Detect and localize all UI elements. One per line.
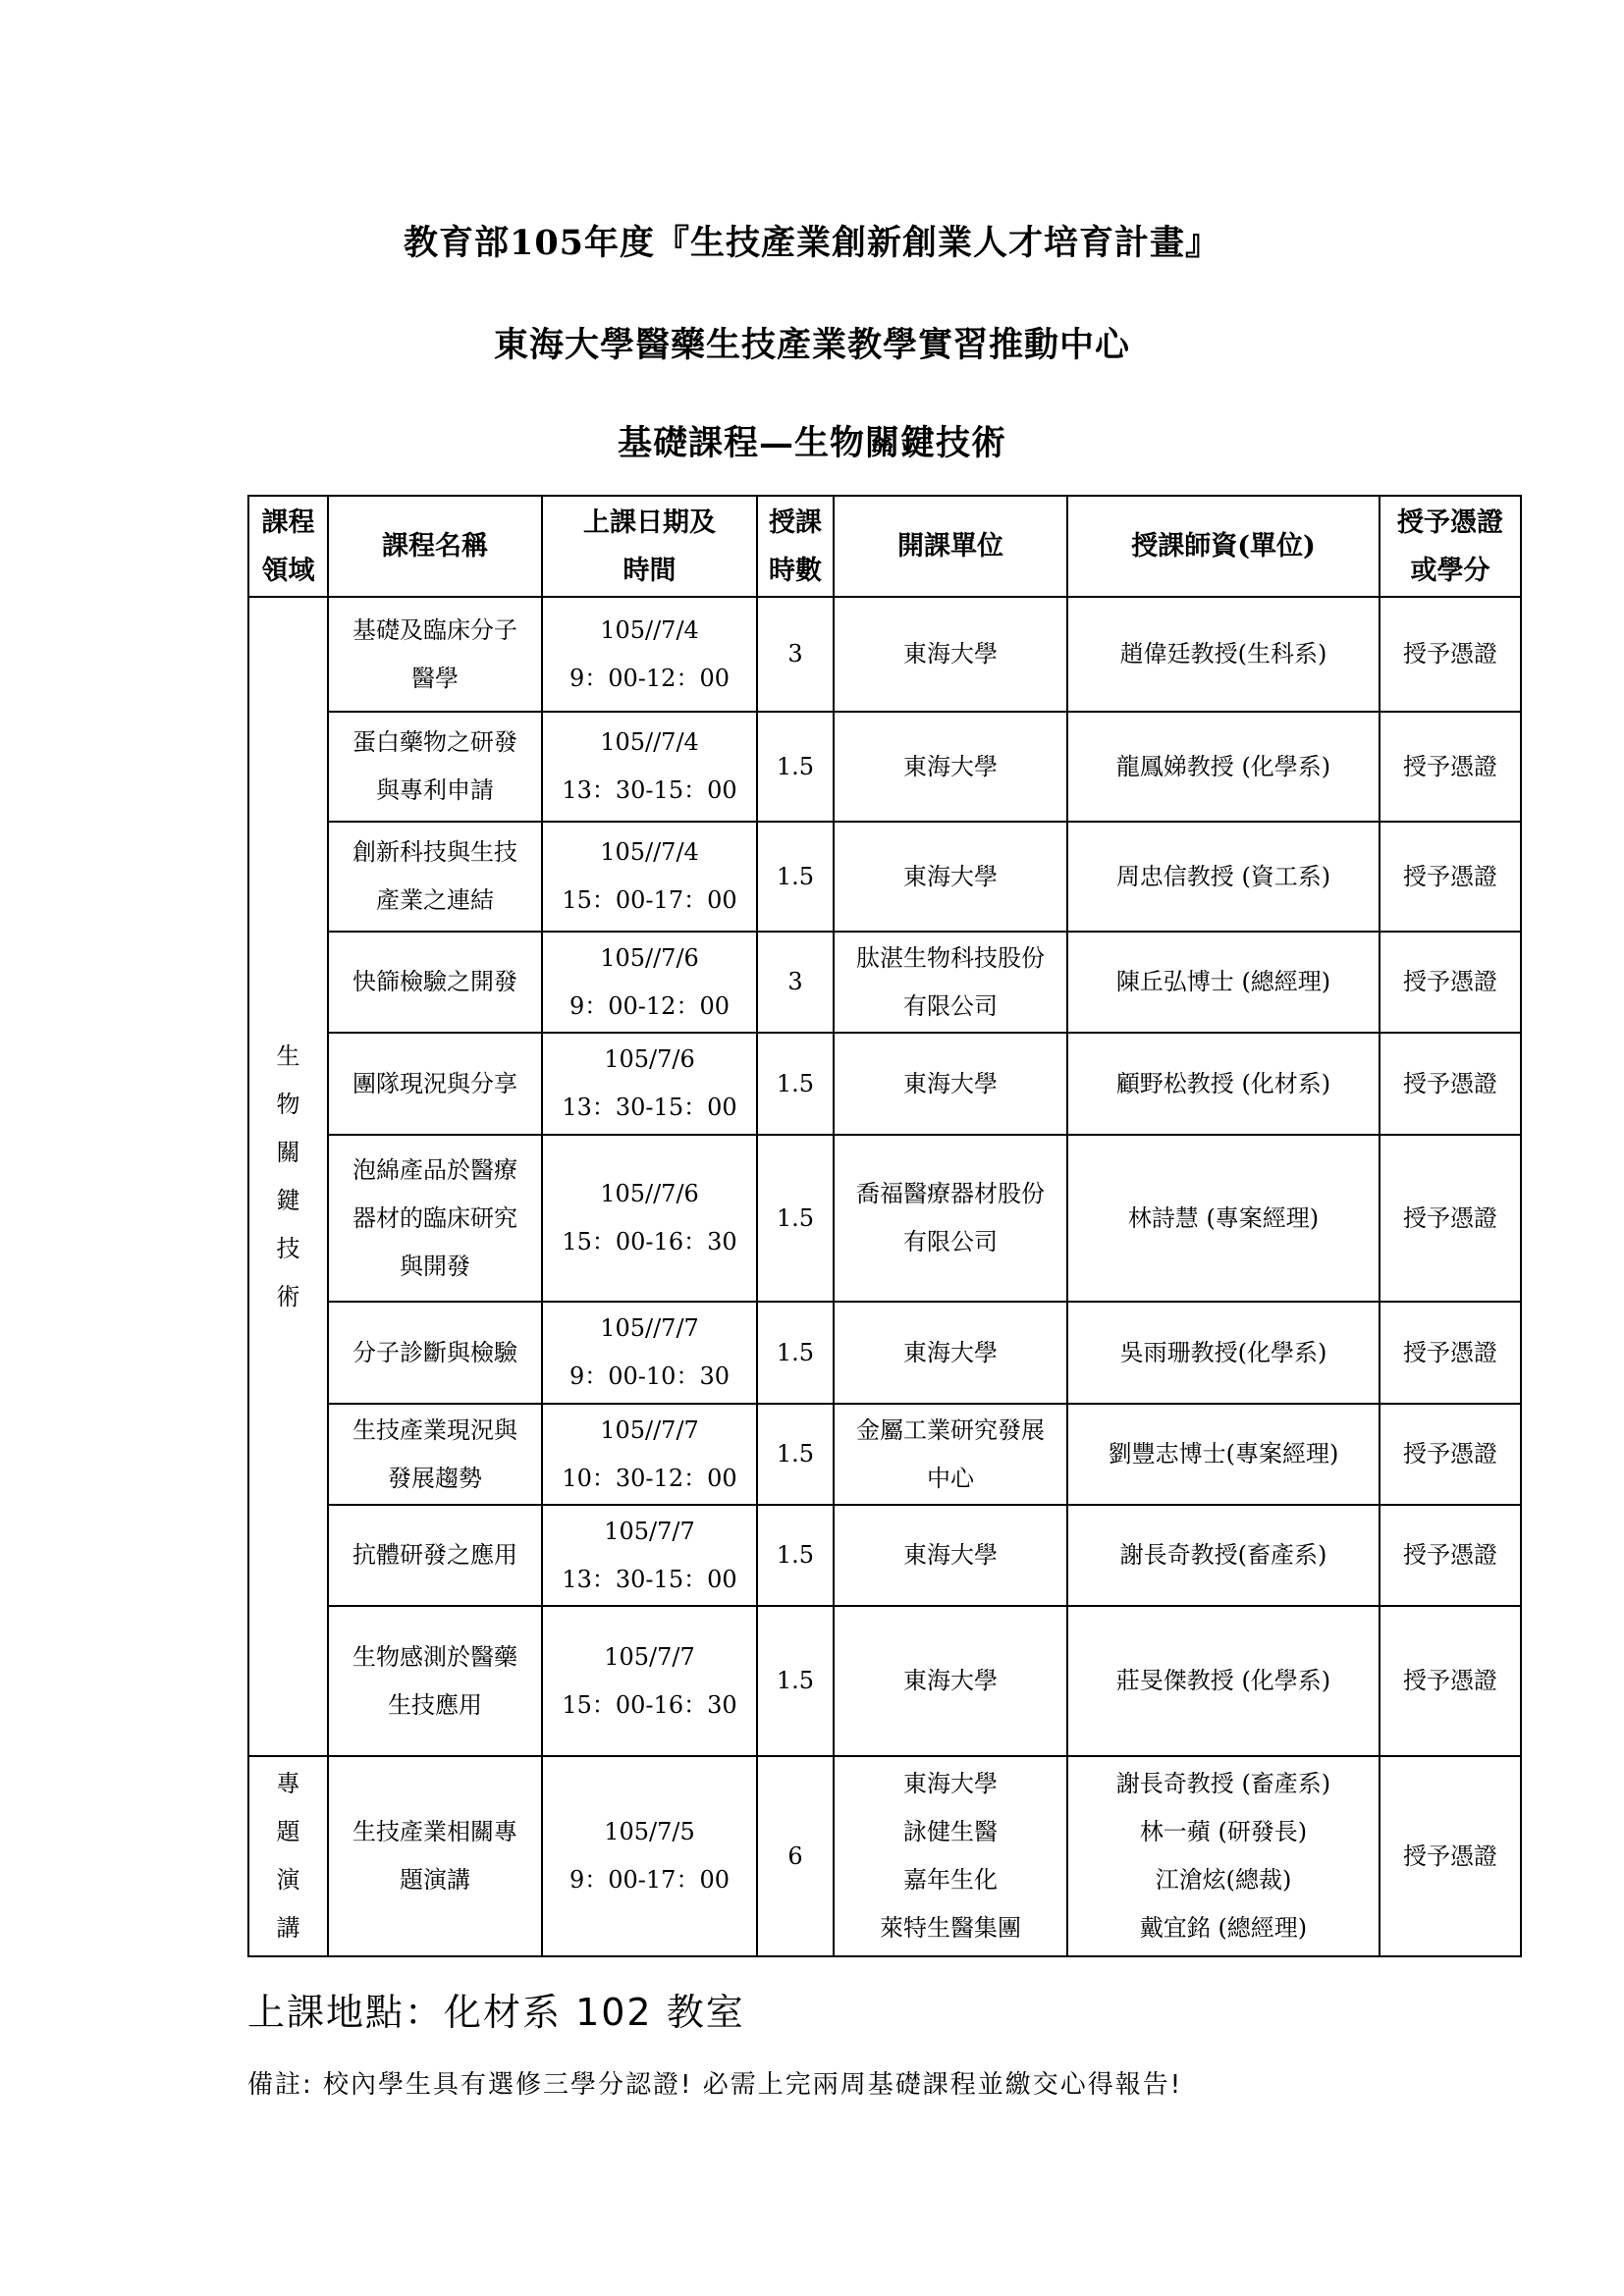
- course-teacher-cell: [1067, 712, 1380, 822]
- course-area-line: 講: [276, 1914, 300, 1942]
- course-credit-cell: 授予憑證: [1380, 1302, 1521, 1404]
- header-course-name: 課程名稱: [328, 496, 542, 597]
- course-date-line: 10：30-12：00: [562, 1464, 737, 1492]
- course-date-cell: [542, 1135, 757, 1302]
- course-unit-line: 東海大學: [903, 1069, 998, 1097]
- header-date: [542, 496, 757, 597]
- course-name-line: 分子診斷與檢驗: [352, 1338, 517, 1366]
- course-date-line: 105//7/4: [600, 838, 699, 866]
- course-teacher-line: 林一蘋 (研發長): [1139, 1818, 1308, 1845]
- course-unit-cell: [834, 597, 1067, 712]
- course-teacher-line: 顧野松教授 (化材系): [1115, 1069, 1331, 1097]
- course-unit-line: 金屬工業研究發展: [856, 1415, 1045, 1444]
- course-hours-cell: 1.5: [757, 1033, 834, 1135]
- course-date-line: 13：30-15：00: [562, 1094, 737, 1121]
- course-name-line: 與專利申請: [376, 776, 494, 804]
- course-name-line: 團隊現況與分享: [352, 1069, 517, 1097]
- course-hours-cell: 1.5: [757, 712, 834, 822]
- course-unit-line: 東海大學: [903, 1770, 998, 1797]
- course-date-line: 105//7/4: [600, 615, 699, 644]
- course-credit-cell: 授予憑證: [1380, 1135, 1521, 1302]
- course-hours-cell: 1.5: [757, 1135, 834, 1302]
- course-unit-line: 有限公司: [903, 1228, 998, 1255]
- course-area-line: 關: [276, 1138, 300, 1166]
- course-name-cell: [328, 1606, 542, 1756]
- course-name-line: 基礎及臨床分子: [352, 615, 517, 644]
- course-unit-cell: [834, 1404, 1067, 1505]
- header-area-line1: 課程: [261, 507, 315, 538]
- course-name-line: 快篩檢驗之開發: [352, 968, 517, 995]
- course-area-line: 術: [276, 1282, 300, 1310]
- course-name-line: 生物感測於醫藥: [352, 1642, 517, 1671]
- course-unit-line: 詠健生醫: [903, 1818, 998, 1845]
- course-date-line: 15：00-17：00: [562, 886, 737, 914]
- course-date-line: 15：00-16：30: [562, 1228, 737, 1255]
- course-name-line: 生技產業相關專: [352, 1818, 517, 1845]
- course-date-cell: [542, 822, 757, 932]
- course-credit-cell: 授予憑證: [1380, 932, 1521, 1033]
- course-unit-line: 東海大學: [903, 1667, 998, 1694]
- course-credit-cell: 授予憑證: [1380, 712, 1521, 822]
- course-hours-cell: 1.5: [757, 1606, 834, 1756]
- table-row: [248, 932, 1521, 1033]
- course-teacher-line: 江滄炫(總裁): [1155, 1866, 1292, 1894]
- document-title: 教育部105年度『生技產業創新創業人才培育計畫』: [403, 223, 1221, 263]
- course-credit-cell: 授予憑證: [1380, 822, 1521, 932]
- course-date-line: 15：00-16：30: [562, 1690, 737, 1719]
- course-name-cell: [328, 597, 542, 712]
- course-teacher-cell: [1067, 1135, 1380, 1302]
- course-unit-cell: [834, 1033, 1067, 1135]
- course-teacher-line: 莊旻傑教授 (化學系): [1115, 1667, 1331, 1694]
- course-area-line: 演: [276, 1866, 300, 1894]
- course-name-line: 器材的臨床研究: [352, 1203, 517, 1232]
- table-row: [248, 1505, 1521, 1606]
- table-row: [248, 597, 1521, 712]
- course-name-line: 抗體研發之應用: [352, 1541, 517, 1569]
- course-date-line: 105/7/7: [604, 1642, 695, 1671]
- header-teacher: 授課師資(單位): [1067, 496, 1380, 597]
- course-unit-line: 東海大學: [903, 1541, 998, 1569]
- course-name-cell: [328, 932, 542, 1033]
- course-area-cell: [248, 1756, 328, 1956]
- course-hours-cell: 3: [757, 597, 834, 712]
- course-date-cell: [542, 1756, 757, 1956]
- course-date-line: 105/7/5: [604, 1818, 695, 1845]
- course-name-line: 發展趨勢: [388, 1464, 482, 1492]
- course-area-line: 技: [276, 1234, 300, 1262]
- course-date-cell: [542, 1033, 757, 1135]
- course-hours-cell: 1.5: [757, 822, 834, 932]
- course-teacher-line: 陳丘弘博士 (總經理): [1115, 968, 1331, 995]
- course-name-cell: [328, 1302, 542, 1404]
- course-area-line: 生: [276, 1041, 300, 1070]
- course-teacher-cell: [1067, 1302, 1380, 1404]
- course-unit-line: 東海大學: [903, 640, 998, 667]
- course-teacher-cell: [1067, 822, 1380, 932]
- course-hours-cell: 6: [757, 1756, 834, 1956]
- header-credit-line1: 授予憑證: [1397, 507, 1503, 538]
- course-date-line: 105//7/4: [600, 728, 699, 756]
- course-date-cell: [542, 1606, 757, 1756]
- course-name-line: 醫學: [411, 664, 459, 692]
- course-teacher-cell: [1067, 932, 1380, 1033]
- course-teacher-line: 謝長奇教授(畜產系): [1119, 1541, 1327, 1569]
- course-unit-cell: [834, 1302, 1067, 1404]
- course-date-line: 105/7/7: [604, 1517, 695, 1545]
- course-teacher-line: 謝長奇教授 (畜產系): [1115, 1770, 1331, 1797]
- course-name-cell: [328, 1756, 542, 1956]
- header-date-line1: 上課日期及: [583, 507, 716, 538]
- class-location: 上課地點：化材系 102 教室: [247, 1991, 745, 2034]
- course-name-cell: [328, 1033, 542, 1135]
- course-teacher-line: 戴宜銘 (總經理): [1139, 1914, 1308, 1942]
- course-teacher-line: 吳雨珊教授(化學系): [1119, 1338, 1327, 1366]
- course-teacher-line: 周忠信教授 (資工系): [1115, 862, 1331, 890]
- course-name-cell: [328, 1404, 542, 1505]
- course-hours-cell: 1.5: [757, 1505, 834, 1606]
- course-name-cell: [328, 1135, 542, 1302]
- course-unit-line: 喬福醫療器材股份: [856, 1180, 1045, 1207]
- course-area-line: 專: [276, 1770, 300, 1797]
- course-unit-line: 萊特生醫集團: [880, 1914, 1021, 1942]
- course-unit-line: 嘉年生化: [903, 1866, 998, 1894]
- course-schedule-table: [247, 495, 1522, 1957]
- course-unit-cell: [834, 932, 1067, 1033]
- course-date-line: 105//7/6: [600, 1180, 699, 1207]
- course-unit-line: 東海大學: [903, 752, 998, 780]
- course-teacher-cell: [1067, 1404, 1380, 1505]
- header-area-line2: 領域: [261, 555, 315, 586]
- header-area: [248, 496, 328, 597]
- table-row: [248, 1135, 1521, 1302]
- course-date-line: 9：00-12：00: [569, 991, 730, 1020]
- course-credit-cell: 授予憑證: [1380, 1606, 1521, 1756]
- table-row: [248, 1302, 1521, 1404]
- course-area-line: 鍵: [276, 1186, 300, 1214]
- course-unit-cell: [834, 1756, 1067, 1956]
- course-teacher-cell: [1067, 1756, 1380, 1956]
- course-teacher-line: 林詩慧 (專案經理): [1127, 1203, 1320, 1232]
- center-name: 東海大學醫藥生技產業教學實習推動中心: [493, 325, 1130, 365]
- course-category-title: 基礎課程—生物關鍵技術: [617, 423, 1006, 463]
- course-date-line: 9：00-12：00: [569, 664, 730, 692]
- course-date-cell: [542, 932, 757, 1033]
- course-teacher-line: 劉豐志博士(專案經理): [1108, 1440, 1339, 1468]
- course-area-line: 題: [276, 1818, 300, 1845]
- course-date-line: 105//7/7: [600, 1314, 699, 1342]
- course-credit-cell: 授予憑證: [1380, 1404, 1521, 1505]
- course-name-line: 與開發: [400, 1252, 470, 1280]
- table-row: [248, 1606, 1521, 1756]
- course-unit-line: 肽湛生物科技股份: [856, 943, 1045, 972]
- course-unit-line: 東海大學: [903, 1338, 998, 1366]
- course-name-cell: [328, 1505, 542, 1606]
- course-unit-cell: [834, 822, 1067, 932]
- course-name-line: 泡綿產品於醫療: [352, 1155, 517, 1184]
- course-date-line: 13：30-15：00: [562, 776, 737, 804]
- course-name-line: 蛋白藥物之研發: [352, 728, 517, 756]
- course-unit-line: 有限公司: [903, 991, 998, 1020]
- course-credit-cell: 授予憑證: [1380, 1505, 1521, 1606]
- course-unit-line: 中心: [927, 1464, 974, 1492]
- course-name-cell: [328, 712, 542, 822]
- course-unit-cell: [834, 1135, 1067, 1302]
- header-credit-line2: 或學分: [1410, 555, 1490, 586]
- course-unit-cell: [834, 1606, 1067, 1756]
- course-teacher-cell: [1067, 1033, 1380, 1135]
- course-teacher-line: 趙偉廷教授(生科系): [1119, 640, 1327, 667]
- course-date-cell: [542, 1505, 757, 1606]
- course-date-cell: [542, 1404, 757, 1505]
- course-date-cell: [542, 712, 757, 822]
- table-row: [248, 822, 1521, 932]
- course-unit-cell: [834, 712, 1067, 822]
- course-date-line: 9：00-10：30: [569, 1362, 730, 1390]
- course-teacher-cell: [1067, 1505, 1380, 1606]
- course-date-line: 13：30-15：00: [562, 1565, 737, 1593]
- course-unit-cell: [834, 1505, 1067, 1606]
- course-date-line: 9：00-17：00: [569, 1866, 730, 1894]
- course-hours-cell: 1.5: [757, 1302, 834, 1404]
- course-teacher-line: 龍鳳娣教授 (化學系): [1115, 752, 1331, 780]
- course-teacher-cell: [1067, 597, 1380, 712]
- table-row: [248, 1033, 1521, 1135]
- course-credit-cell: 授予憑證: [1380, 597, 1521, 712]
- course-date-cell: [542, 1302, 757, 1404]
- header-hours-line1: 授課: [769, 507, 822, 538]
- remark-note: 備註: 校內學生具有選修三學分認證! 必需上完兩周基礎課程並繳交心得報告!: [247, 2070, 1183, 2100]
- table-header-row: [248, 496, 1521, 597]
- header-date-line2: 時間: [623, 555, 677, 586]
- course-name-line: 產業之連結: [376, 886, 494, 914]
- header-credit: [1380, 496, 1521, 597]
- header-hours-line2: 時數: [769, 555, 822, 586]
- course-name-line: 題演講: [400, 1866, 470, 1894]
- course-unit-line: 東海大學: [903, 862, 998, 890]
- course-date-cell: [542, 597, 757, 712]
- course-name-line: 創新科技與生技: [352, 838, 517, 866]
- course-date-line: 105//7/7: [600, 1415, 699, 1444]
- course-credit-cell: 授予憑證: [1380, 1033, 1521, 1135]
- course-hours-cell: 3: [757, 932, 834, 1033]
- course-area-cell: [248, 597, 328, 1756]
- course-name-cell: [328, 822, 542, 932]
- table-row: [248, 1756, 1521, 1956]
- course-area-line: 物: [276, 1090, 300, 1118]
- course-credit-cell: 授予憑證: [1380, 1756, 1521, 1956]
- table-row: [248, 712, 1521, 822]
- course-teacher-cell: [1067, 1606, 1380, 1756]
- course-hours-cell: 1.5: [757, 1404, 834, 1505]
- course-date-line: 105/7/6: [604, 1045, 695, 1073]
- header-unit: 開課單位: [834, 496, 1067, 597]
- course-date-line: 105//7/6: [600, 943, 699, 972]
- course-name-line: 生技應用: [388, 1690, 482, 1719]
- course-name-line: 生技產業現況與: [352, 1415, 517, 1444]
- header-hours: [757, 496, 834, 597]
- table-row: [248, 1404, 1521, 1505]
